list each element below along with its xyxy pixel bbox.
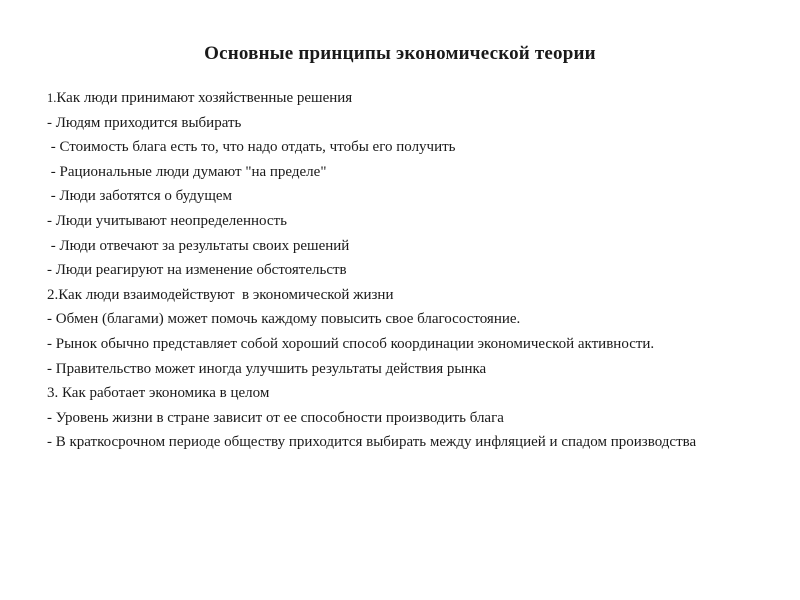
- list-item-text: - Обмен (благами) может помочь каждому повысить свое благосостояние.: [47, 311, 521, 328]
- list-item: [47, 382, 707, 404]
- list-item-text: - Правительство может иногда улучшить результаты действия рынка: [47, 360, 487, 377]
- list-item: [47, 333, 707, 355]
- list-item-text: - Люди учитывают неопределенность: [47, 212, 287, 229]
- list-item-text: - Люди отвечают за результаты своих решений: [47, 237, 350, 254]
- principles-list: [47, 87, 707, 456]
- list-item: [47, 407, 707, 429]
- slide-title: Основные принципы экономической теории: [204, 43, 596, 64]
- list-item-number: 1.: [47, 91, 57, 105]
- list-item: [47, 112, 707, 134]
- list-item-text: Как люди принимают хозяйственные решения: [56, 90, 353, 106]
- list-item: [47, 259, 707, 281]
- list-item: [47, 87, 707, 109]
- list-item-text: - Уровень жизни в стране зависит от ее способности производить блага: [47, 409, 504, 426]
- list-item-text: - Рациональные люди думают "на пределе": [47, 163, 327, 180]
- list-item: [47, 136, 707, 158]
- list-item-text: - Стоимость блага есть то, что надо отдать, чтобы его получить: [47, 139, 456, 156]
- list-item-text: - Людям приходится выбирать: [47, 114, 242, 131]
- list-item: [47, 431, 707, 453]
- list-item-text: - Люди реагируют на изменение обстоятельств: [47, 262, 347, 279]
- list-item-text: - Рынок обычно представляет собой хороший способ координации экономической активности.: [47, 335, 655, 352]
- list-item: [47, 358, 707, 380]
- list-item: [47, 284, 707, 306]
- list-item: [47, 185, 707, 207]
- list-item-text: - Люди заботятся о будущем: [47, 188, 233, 205]
- list-item: [47, 308, 707, 330]
- list-item: [47, 235, 707, 257]
- list-item: [47, 161, 707, 183]
- list-item-text: - В краткосрочном периоде обществу приходится выбирать между инфляцией и спадом производства: [47, 434, 697, 451]
- list-item-text: 3. Как работает экономика в целом: [47, 385, 270, 402]
- list-item: [47, 210, 707, 232]
- list-item-text: 2.Как люди взаимодействуют в экономической жизни: [47, 286, 394, 303]
